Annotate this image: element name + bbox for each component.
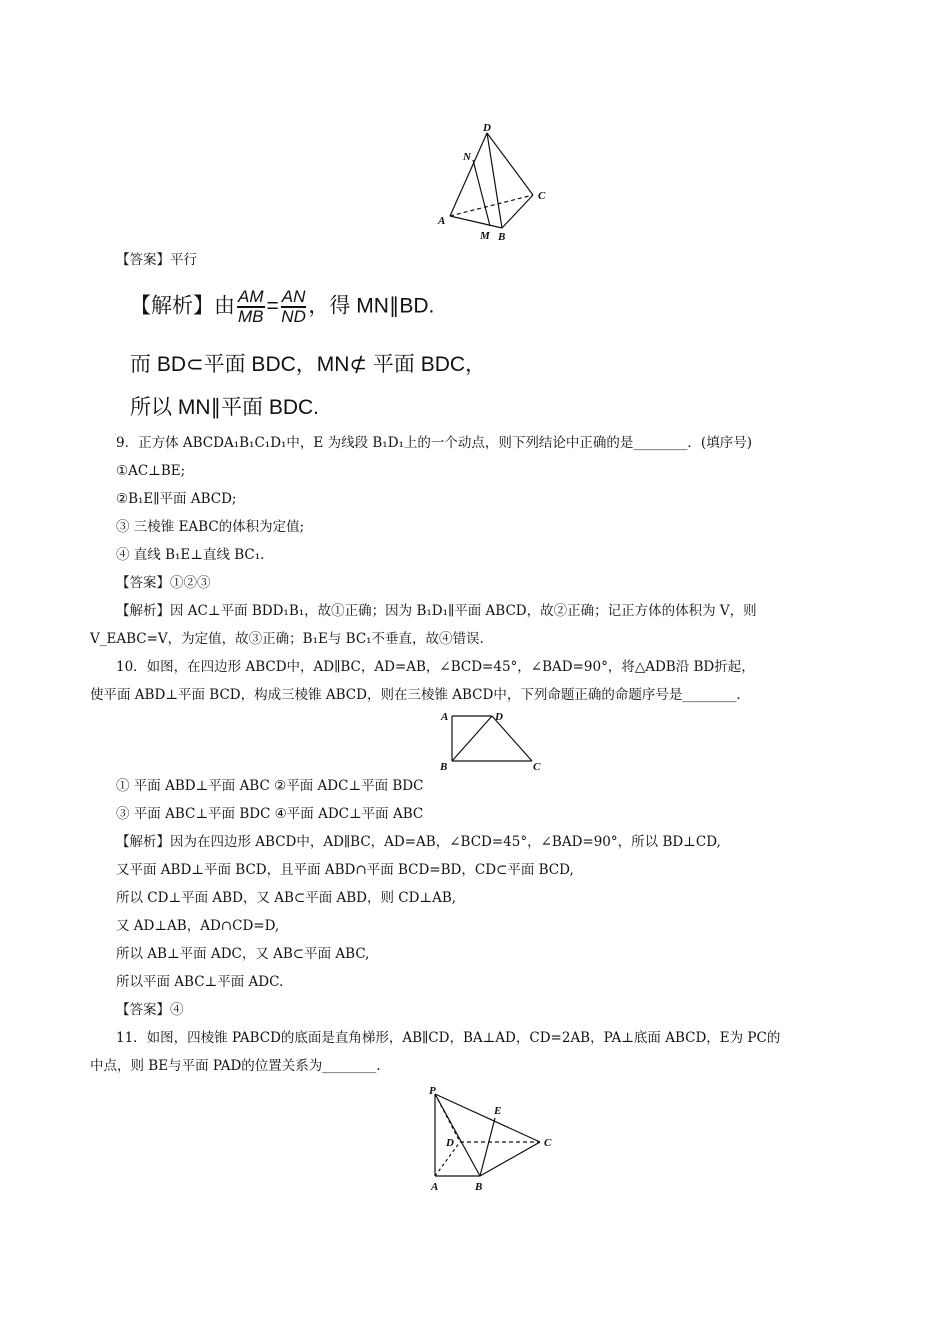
tetrahedron-figure (430, 120, 560, 245)
frac-denominator: MB (238, 307, 264, 326)
q10-stem-1: 10．如图，在四边形 ABCD中，AD∥BC，AD=AB，∠BCD=45°，∠BAD=90°，将△ADB沿 BD折起， (116, 659, 755, 675)
q10-analysis-1: 【解析】因为在四边形 ABCD中，AD∥BC，AD=AB，∠BCD=45°，∠BAD=90°，所以 BD⊥CD, (116, 834, 721, 850)
label-C: C (544, 1137, 552, 1149)
q11-stem-1: 11．如图，四棱锥 PABCD的底面是直角梯形，AB∥CD，BA⊥AD，CD=2AB，PA⊥底面 ABCD，E为 PC的 (116, 1030, 781, 1046)
q11-stem-2: 中点，则 BE与平面 PAD的位置关系为________. (90, 1058, 381, 1074)
quadrilateral-figure (436, 706, 546, 772)
label-B: B (498, 231, 506, 243)
q9-stem: 9．正方体 ABCDA₁B₁C₁D₁中，E 为线段 B₁D₁上的一个动点，则下列结论中正确的是________．(填序号) (116, 435, 752, 451)
q9-option-2: ②B₁E∥平面 ABCD; (116, 491, 237, 507)
q9-analysis-1: 【解析】因 AC⊥平面 BDD₁B₁，故①正确；因为 B₁D₁∥平面 ABCD，故②正确；记正方体的体积为 V，则 (116, 603, 757, 619)
q10-options-1: ① 平面 ABD⊥平面 ABC ②平面 ADC⊥平面 BDC (116, 778, 424, 794)
analysis-prefix: 【解析】由 (130, 294, 235, 318)
q9-option-3: ③ 三棱锥 EABC的体积为定值; (116, 519, 305, 535)
analysis-conclusion: ，得 MN∥BD. (308, 294, 435, 318)
q9-analysis-2: V_EABC=V，为定值，故③正确；B₁E与 BC₁不垂直，故④错误. (90, 631, 484, 647)
q9-answer: 【答案】①②③ (116, 575, 211, 591)
q10-options-2: ③ 平面 ABC⊥平面 BDC ④平面 ADC⊥平面 ABC (116, 806, 424, 822)
label-C: C (538, 190, 546, 202)
analysis-8-line1 (130, 288, 434, 326)
q10-answer: 【答案】④ (116, 1002, 184, 1018)
frac-numerator: AN (281, 287, 306, 306)
q10-analysis-2: 又平面 ABD⊥平面 BCD，且平面 ABD∩平面 BCD=BD，CD⊂平面 BCD, (116, 862, 574, 878)
label-A: A (431, 1181, 439, 1193)
q9-option-4: ④ 直线 B₁E⊥直线 BC₁. (116, 547, 265, 563)
label-D: D (495, 711, 503, 723)
label-A: A (441, 711, 449, 723)
q9-option-1: ①AC⊥BE; (116, 463, 186, 479)
q10-analysis-6: 所以平面 ABC⊥平面 ADC. (116, 974, 284, 990)
q10-analysis-4: 又 AD⊥AB，AD∩CD=D, (116, 918, 280, 934)
label-A: A (438, 215, 446, 227)
label-C: C (533, 761, 541, 772)
analysis-8-line2: 而 BD⊂平面 BDC，MN⊄ 平面 BDC， (130, 353, 487, 376)
q10-analysis-3: 所以 CD⊥平面 ABD，又 AB⊂平面 ABD，则 CD⊥AB, (116, 890, 457, 906)
label-N: N (463, 151, 471, 163)
analysis-8-line3: 所以 MN∥平面 BDC. (130, 396, 319, 419)
label-P: P (429, 1085, 436, 1097)
frac-numerator: AM (238, 287, 264, 306)
answer-8: 【答案】平行 (116, 252, 197, 268)
label-D: D (446, 1137, 454, 1149)
label-B: B (440, 761, 448, 772)
fraction-an-nd (281, 288, 307, 326)
fraction-am-mb (237, 288, 265, 326)
q10-analysis-5: 所以 AB⊥平面 ADC，又 AB⊂平面 ABC, (116, 946, 370, 962)
label-B: B (475, 1181, 483, 1193)
label-E: E (494, 1105, 502, 1117)
pyramid-figure (420, 1082, 570, 1194)
q10-stem-2: 使平面 ABD⊥平面 BCD，构成三棱锥 ABCD，则在三棱锥 ABCD中，下列命题正确的命题序号是________. (90, 687, 741, 703)
label-D: D (483, 122, 491, 134)
frac-denominator: ND (281, 307, 306, 326)
equals-sign: = (266, 294, 279, 318)
label-M: M (480, 230, 490, 242)
